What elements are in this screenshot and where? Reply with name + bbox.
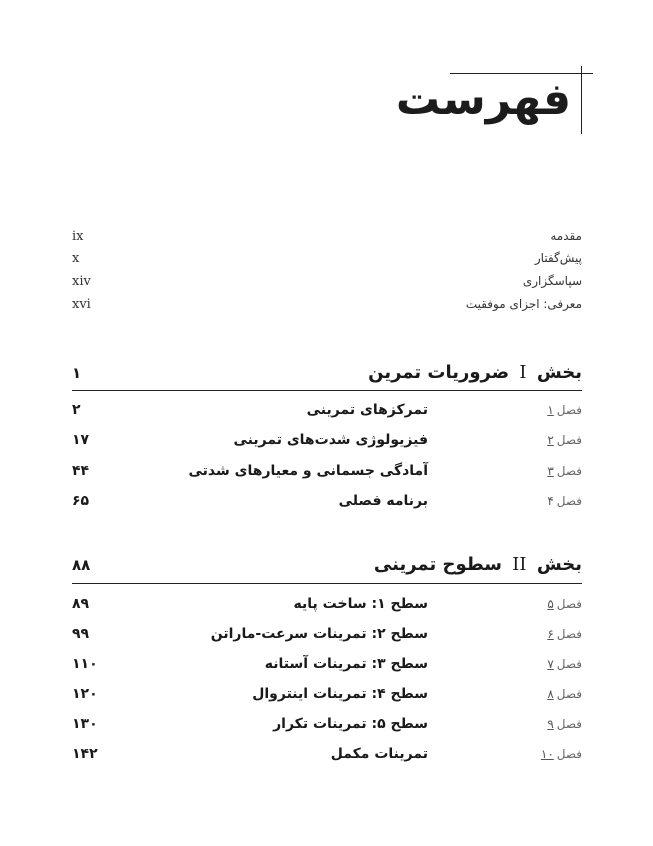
chapter-page: ۱۱۰ bbox=[72, 656, 98, 672]
front-matter-item[interactable] bbox=[72, 251, 582, 271]
chapter-label bbox=[506, 717, 582, 731]
part-roman-numeral: I bbox=[519, 362, 527, 383]
front-matter-page: xiv bbox=[72, 274, 91, 289]
chapter-label bbox=[506, 433, 582, 447]
chapter-title: برنامه فصلی bbox=[338, 493, 428, 509]
chapter-label bbox=[506, 627, 582, 641]
part-roman-numeral: II bbox=[512, 554, 527, 575]
chapter-prefix: فصل bbox=[556, 494, 582, 508]
chapter-number: ۳ bbox=[547, 464, 554, 478]
part-title: ضروریات تمرین bbox=[368, 362, 510, 383]
chapter-page: ۱۲۰ bbox=[72, 686, 98, 702]
chapter-title: تمرکزهای تمرینی bbox=[306, 402, 428, 418]
chapter-number: ۷ bbox=[547, 657, 554, 671]
part-label bbox=[368, 362, 582, 383]
chapter-title: تمرینات مکمل bbox=[330, 746, 428, 762]
page-title: فهرست bbox=[395, 74, 571, 125]
chapter-item[interactable] bbox=[72, 462, 582, 484]
chapter-label bbox=[506, 403, 582, 417]
chapter-number: ۱ bbox=[547, 403, 554, 417]
chapter-label bbox=[506, 687, 582, 701]
part-label bbox=[374, 554, 582, 575]
chapter-label bbox=[506, 747, 582, 761]
chapter-item[interactable] bbox=[72, 745, 582, 767]
chapter-page: ۶۵ bbox=[72, 493, 90, 509]
chapter-page: ۱۴۲ bbox=[72, 746, 98, 762]
chapter-number: ۵ bbox=[547, 597, 554, 611]
chapter-label bbox=[506, 657, 582, 671]
chapter-number: ۹ bbox=[547, 717, 554, 731]
chapter-label bbox=[506, 597, 582, 611]
chapter-number: ۴ bbox=[547, 494, 554, 508]
chapter-number: ۶ bbox=[547, 627, 554, 641]
chapter-title: سطح ۵: تمرینات تکرار bbox=[273, 716, 428, 732]
front-matter-page: x bbox=[72, 251, 80, 266]
chapter-label bbox=[506, 464, 582, 478]
chapter-title: آمادگی جسمانی و معیارهای شدتی bbox=[188, 463, 428, 479]
chapter-prefix: فصل bbox=[556, 597, 582, 611]
front-matter-item[interactable] bbox=[72, 274, 582, 294]
part-rule bbox=[72, 390, 582, 391]
chapter-page: ۸۹ bbox=[72, 596, 90, 612]
chapter-number: ۸ bbox=[547, 687, 554, 701]
chapter-item[interactable] bbox=[72, 625, 582, 647]
part-heading[interactable] bbox=[72, 362, 582, 388]
title-rule-vertical bbox=[581, 66, 582, 134]
chapter-prefix: فصل bbox=[556, 717, 582, 731]
chapter-item[interactable] bbox=[72, 655, 582, 677]
chapter-prefix: فصل bbox=[556, 687, 582, 701]
part-heading[interactable] bbox=[72, 554, 582, 580]
front-matter-label: پیش‌گفتار bbox=[534, 251, 582, 265]
chapter-item[interactable] bbox=[72, 595, 582, 617]
front-matter-label: مقدمه bbox=[550, 229, 582, 243]
front-matter-item[interactable] bbox=[72, 229, 582, 249]
chapter-title: فیزیولوژی شدت‌های تمرینی bbox=[233, 432, 428, 448]
chapter-item[interactable] bbox=[72, 431, 582, 453]
chapter-prefix: فصل bbox=[556, 657, 582, 671]
chapter-page: ۹۹ bbox=[72, 626, 90, 642]
front-matter-page: ix bbox=[72, 229, 84, 244]
front-matter-page: xvi bbox=[72, 297, 91, 312]
chapter-title: سطح ۴: تمرینات اینتروال bbox=[252, 686, 428, 702]
chapter-item[interactable] bbox=[72, 401, 582, 423]
chapter-title: سطح ۱: ساخت پایه bbox=[293, 596, 428, 612]
chapter-prefix: فصل bbox=[556, 627, 582, 641]
chapter-item[interactable] bbox=[72, 685, 582, 707]
front-matter-item[interactable] bbox=[72, 297, 582, 317]
chapter-label bbox=[506, 494, 582, 508]
chapter-item[interactable] bbox=[72, 715, 582, 737]
front-matter-label: معرفی: اجزای موفقیت bbox=[465, 297, 582, 311]
part-page: ۸۸ bbox=[72, 556, 91, 574]
chapter-page: ۲ bbox=[72, 402, 81, 418]
chapter-prefix: فصل bbox=[556, 433, 582, 447]
chapter-prefix: فصل bbox=[556, 464, 582, 478]
part-rule bbox=[72, 583, 582, 584]
chapter-number: ۲ bbox=[547, 433, 554, 447]
chapter-page: ۱۳۰ bbox=[72, 716, 98, 732]
chapter-item[interactable] bbox=[72, 492, 582, 514]
front-matter-label: سپاسگزاری bbox=[522, 274, 582, 288]
chapter-title: سطح ۲: تمرینات سرعت-ماراتن bbox=[210, 626, 428, 642]
chapter-prefix: فصل bbox=[556, 403, 582, 417]
chapter-page: ۱۷ bbox=[72, 432, 90, 448]
chapter-title: سطح ۳: تمرینات آستانه bbox=[264, 656, 428, 672]
chapter-prefix: فصل bbox=[556, 747, 582, 761]
part-page: ۱ bbox=[72, 364, 82, 382]
chapter-number: ۱۰ bbox=[540, 747, 554, 761]
chapter-page: ۴۴ bbox=[72, 463, 90, 479]
part-word: بخش bbox=[536, 362, 582, 383]
part-title: سطوح تمرینی bbox=[373, 554, 503, 575]
part-word: بخش bbox=[536, 554, 582, 575]
